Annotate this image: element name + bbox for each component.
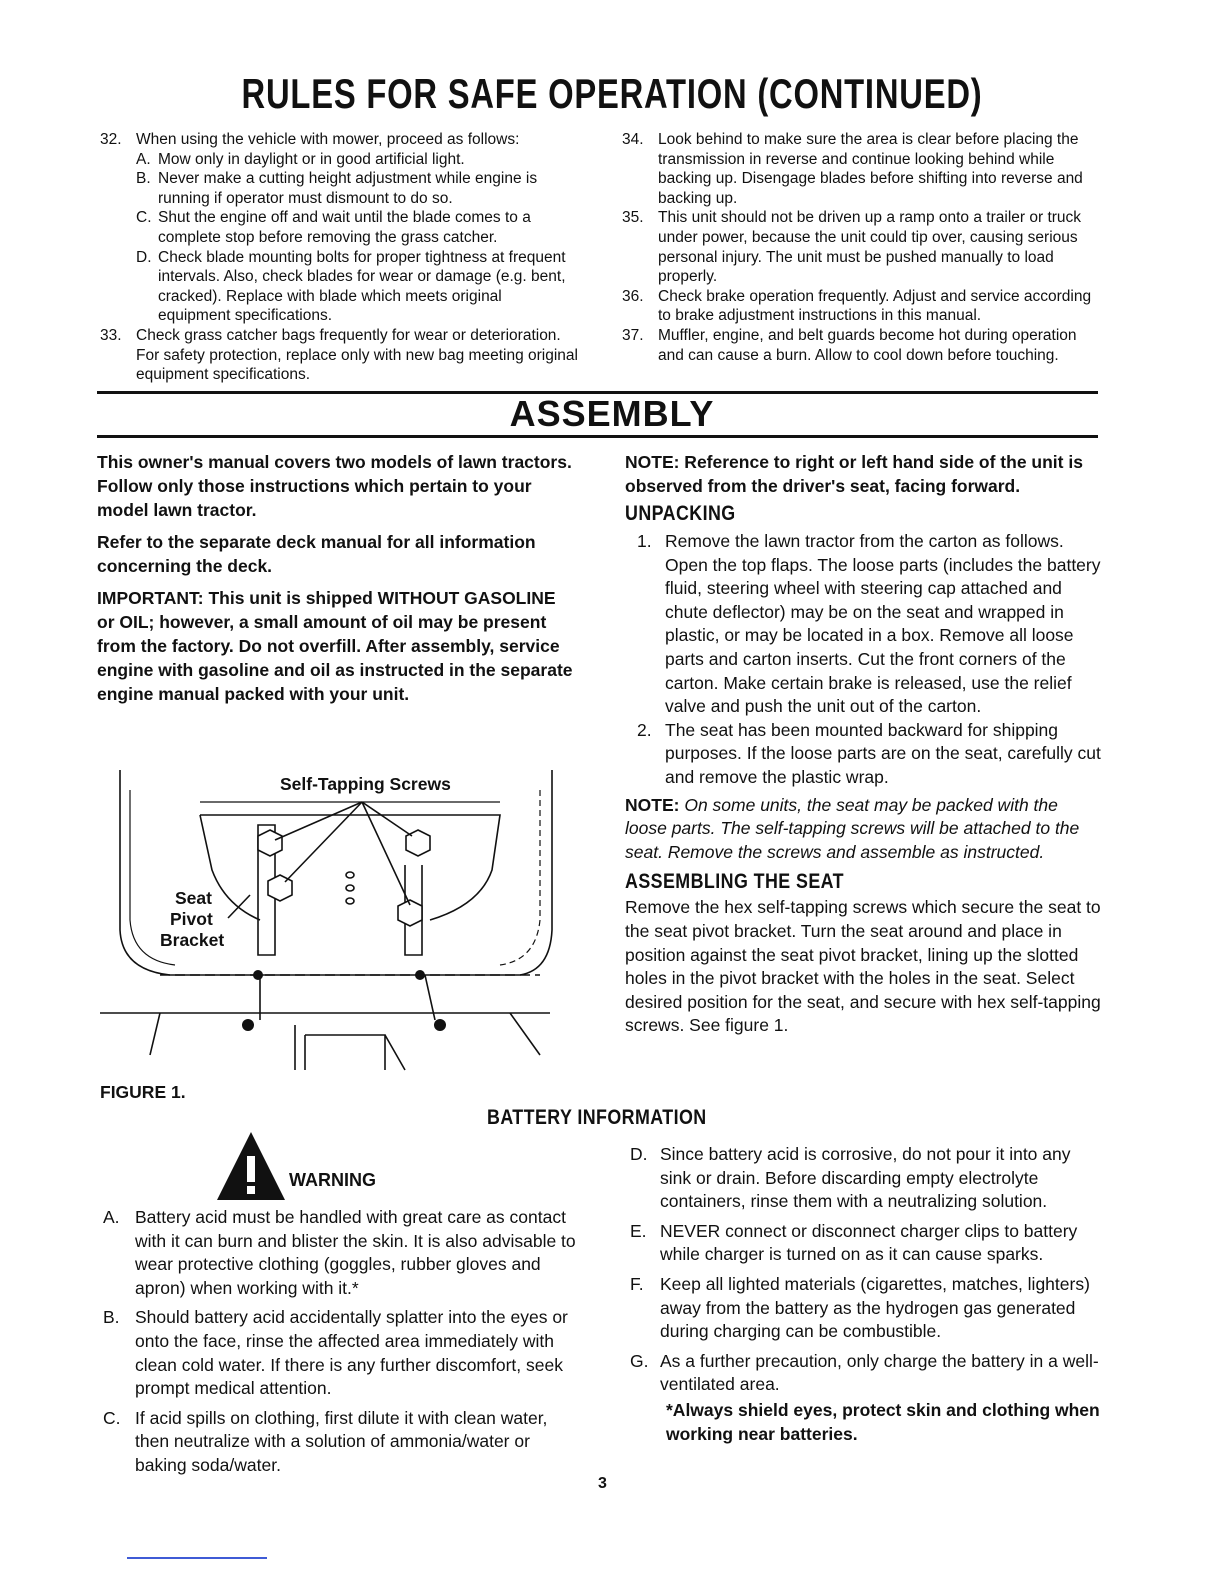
sub-letter: B.: [136, 170, 151, 188]
sub-text: Mow only in daylight or in good artificial light.: [158, 150, 465, 168]
rule-32-d: [100, 248, 578, 326]
rule-number: 37.: [622, 326, 644, 344]
item-letter: C.: [103, 1407, 121, 1428]
item-text: NEVER connect or disconnect charger clips to battery while charger is turned on as it can cause sparks.: [660, 1220, 1078, 1265]
rule-32-c: [100, 208, 578, 247]
rule-number: 34.: [622, 131, 644, 148]
rule-32-a: [100, 150, 578, 170]
battery-item-c: [103, 1407, 581, 1478]
rule-32: [100, 130, 578, 150]
page-title: RULES FOR SAFE OPERATION (CONTINUED): [241, 70, 983, 117]
rules-left-column: [100, 130, 578, 385]
item-number: 1.: [637, 531, 652, 551]
item-text: Since battery acid is corrosive, do not pour it into any sink or drain. Before discarding empty electrolyte containers, rinse them with a neutralizing solution.: [660, 1144, 1071, 1212]
assembling-seat-heading: ASSEMBLING THE SEAT: [625, 870, 844, 894]
item-letter: G.: [630, 1350, 649, 1371]
assembly-heading: ASSEMBLY: [509, 393, 715, 434]
rule-number: 35.: [622, 209, 644, 227]
assembling-seat-text: Remove the hex self-tapping screws which secure the seat to the seat pivot bracket. Turn the seat around and place in position against the seat pivot bracket, lining up the slotted holes in the pivot bracket with the holes in the seat. Select desired position for the seat, and secure with hex self-tapping screws. See figure 1.: [625, 897, 1101, 1036]
item-text: As a further precaution, only charge the battery in a well-ventilated area.: [660, 1350, 1099, 1395]
label-bracket: Bracket: [160, 930, 225, 950]
item-number: 2.: [637, 719, 652, 740]
item-letter: E.: [630, 1220, 647, 1241]
rule-number: 33.: [100, 326, 122, 344]
rule-text: This unit should not be driven up a ramp onto a trailer or truck under power, because the unit could tip over, causing serious personal injury. The unit must be pushed manually to load properly.: [658, 209, 1082, 286]
rule-35: [622, 208, 1100, 286]
sub-text: Check blade mounting bolts for proper tightness at frequent intervals. Also, check blades for wear or damage (e.g. bent, cracked). Replace with blade which meets original equipment specifications.: [158, 248, 566, 325]
rule-text: Look behind to make sure the area is clear before placing the transmission in reverse and continue looking behind while backing up. Disengage blades before shifting into reverse and backing up.: [658, 131, 1083, 207]
rule-text: When using the vehicle with mower, proceed as follows:: [136, 131, 520, 148]
item-text: Should battery acid accidentally splatter into the eyes or onto the face, rinse the affected area immediately with clean cold water. If there is any further discomfort, seek prompt medical attention.: [135, 1307, 568, 1399]
battery-item-d: [630, 1143, 1105, 1214]
rule-34: [622, 130, 1100, 208]
page-number: 3: [598, 1475, 607, 1492]
note-seat-packed: [625, 794, 1103, 865]
unpacking-heading: UNPACKING: [625, 502, 736, 525]
warning-block: [215, 1130, 415, 1200]
assembly-left-column: [97, 450, 577, 714]
sub-letter: C.: [136, 209, 152, 227]
warning-triangle-icon: [215, 1130, 285, 1200]
intro-deck: Refer to the separate deck manual for all information concerning the deck.: [97, 532, 536, 576]
item-text: Keep all lighted materials (cigarettes, matches, lighters) away from the battery as the hydrogen gas generated during charging can be combustible.: [660, 1273, 1090, 1342]
battery-item-f: [630, 1273, 1105, 1344]
note-text: On some units, the seat may be packed with the loose parts. The self-tapping screws will be attached to the seat. Remove the screws and assemble as instructed.: [625, 794, 1080, 862]
rule-36: [622, 287, 1100, 326]
item-text: Battery acid must be handled with great care as contact with it can burn and blister the skin. It is also advisable to wear protective clothing (goggles, rubber gloves and apron) when working with it.*: [135, 1207, 576, 1298]
rule-text: Check grass catcher bags frequently for wear or deterioration. For safety protection, replace only with new bag meeting original equipment specifications.: [136, 326, 578, 384]
sub-letter: D.: [136, 248, 152, 266]
rule-number: 32.: [100, 131, 122, 148]
item-text: Remove the lawn tractor from the carton as follows. Open the top flaps. The loose parts (includes the battery fluid, steering wheel with steering cap attached and chute deflector) may be on the seat and wrapped in plastic, or may be located in a box. Remove all loose parts and carton inserts. Cut the front corners of the carton. Make certain brake is released, use the relief valve and push the unit out of the carton.: [665, 531, 1101, 717]
footer-line: [127, 1557, 267, 1559]
item-letter: F.: [630, 1273, 644, 1294]
sub-text: Never make a cutting height adjustment while engine is running if operator must dismount to do so.: [158, 170, 538, 207]
item-text: The seat has been mounted backward for shipping purposes. If the loose parts are on the seat, carefully cut and remove the plastic wrap.: [665, 719, 1101, 787]
rule-37: [622, 326, 1100, 365]
label-self-tapping-screws: Self-Tapping Screws: [280, 774, 451, 794]
warning-label: WARNING: [289, 1170, 376, 1190]
battery-left-column: [103, 1206, 581, 1478]
figure-caption: FIGURE 1.: [100, 1082, 186, 1102]
note-orientation: NOTE: Reference to right or left hand side of the unit is observed from the driver's seat, facing forward.: [625, 452, 1083, 496]
battery-item-a: [103, 1206, 581, 1300]
battery-item-b: [103, 1306, 581, 1400]
label-pivot: Pivot: [170, 909, 213, 929]
sub-letter: A.: [136, 150, 151, 168]
note-label: NOTE:: [625, 794, 680, 815]
rule-32-b: [100, 169, 578, 208]
battery-footnote: [630, 1399, 1105, 1446]
divider-bottom: [97, 435, 1098, 438]
sub-text: Shut the engine off and wait until the blade comes to a complete stop before removing the grass catcher.: [158, 209, 531, 246]
item-text: If acid spills on clothing, first dilute it with clean water, then neutralize with a solution of ammonia/water or baking soda/water.: [135, 1407, 548, 1475]
battery-right-column: [630, 1143, 1105, 1446]
intro-models: This owner's manual covers two models of lawn tractors. Follow only those instructions which pertain to your model lawn tractor.: [97, 452, 572, 520]
figure-1: [100, 770, 560, 1075]
rule-33: [100, 326, 578, 385]
assembly-right-column: [625, 450, 1103, 1038]
rules-right-column: [622, 130, 1100, 365]
item-letter: D.: [630, 1144, 648, 1164]
battery-item-g: [630, 1350, 1105, 1397]
unpacking-item-1: [625, 530, 1103, 719]
rule-text: Muffler, engine, and belt guards become hot during operation and can cause a burn. Allow to cool down before touching.: [658, 326, 1077, 364]
rule-number: 36.: [622, 287, 644, 305]
battery-heading: BATTERY INFORMATION: [487, 1106, 707, 1129]
item-letter: B.: [103, 1307, 120, 1328]
footnote-text: *Always shield eyes, protect skin and clothing when working near batteries.: [666, 1399, 1100, 1444]
important-notice: IMPORTANT: This unit is shipped WITHOUT GASOLINE or OIL; however, a small amount of oil may be present from the factory. Do not overfill. After assembly, service engine with gasoline and oil as instructed in the separate engine manual packed with your unit.: [97, 588, 573, 704]
label-seat: Seat: [175, 888, 212, 908]
item-letter: A.: [103, 1207, 120, 1227]
battery-item-e: [630, 1220, 1105, 1267]
seat-bracket-illustration: [100, 770, 560, 1075]
unpacking-item-2: [625, 719, 1103, 790]
rule-text: Check brake operation frequently. Adjust and service according to brake adjustment instructions in this manual.: [658, 287, 1092, 325]
